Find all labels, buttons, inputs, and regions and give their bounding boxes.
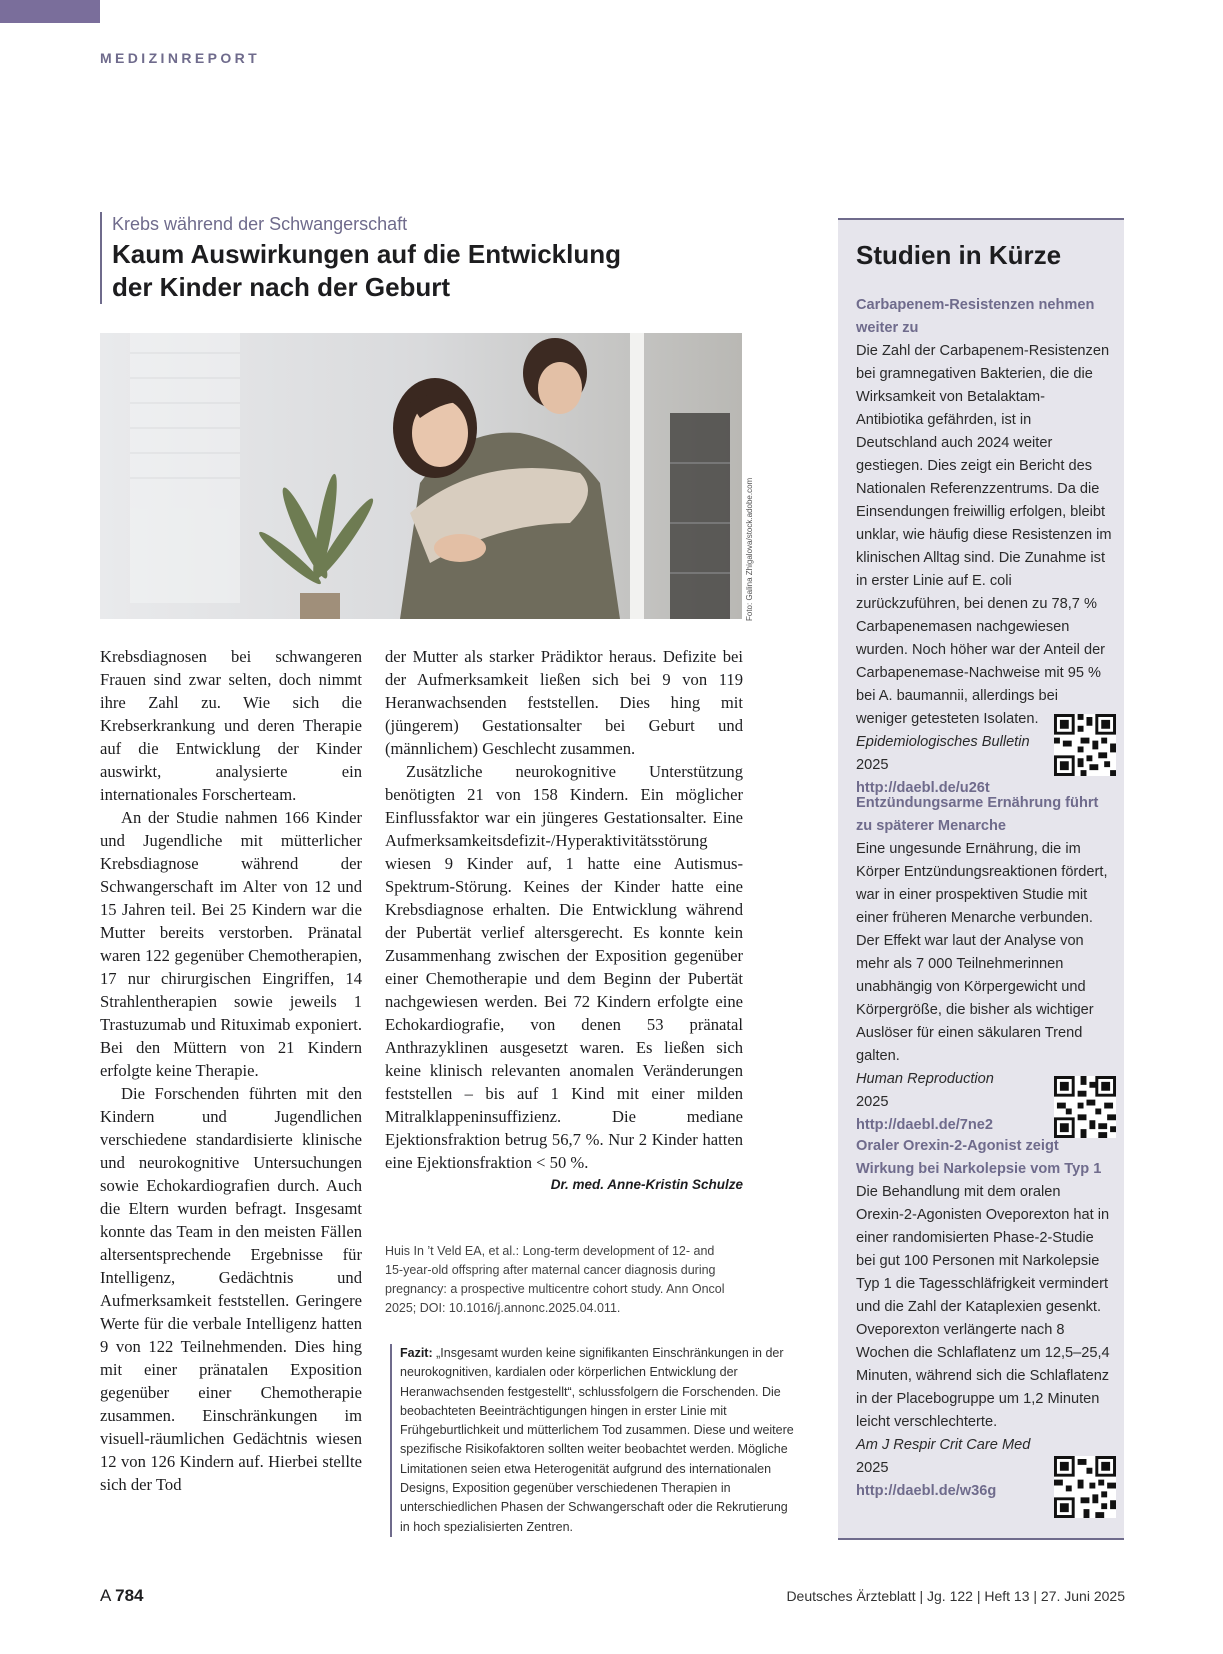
article-headline <box>112 238 672 304</box>
study-year: 2025 <box>856 1094 889 1110</box>
study-title: Entzündungsarme Ernährung führt zu späterer Menarche <box>856 795 1099 834</box>
photo-illustration <box>100 333 742 619</box>
page-prefix: A <box>100 1586 111 1605</box>
page-number <box>100 1586 144 1606</box>
studies-sidebar <box>838 218 1124 1540</box>
fazit-label: Fazit: <box>400 1346 433 1360</box>
article-photo <box>100 333 742 619</box>
study-text: Eine ungesunde Ernährung, die im Körper Entzündungsreaktionen fördert, war in einer prospektiven Studie mit einer früheren Menarche verbunden. Der Effekt war laut der Analyse von mehr als 7 000 Teilnehmerinnen unabhängig von Körpergewicht und Körpergröße, die bisher als wichtiger Auslöser für einen säkularen Trend galten. <box>856 841 1108 1064</box>
study-year: 2025 <box>856 1460 889 1476</box>
study-link[interactable]: http://daebl.de/7ne2 <box>856 1117 994 1133</box>
study-year: 2025 <box>856 757 889 773</box>
study-journal: Am J Respir Crit Care Med <box>856 1437 1031 1453</box>
body-paragraph: Zusätzliche neurokognitive Unterstützung benötigten 21 von 158 Kindern. Ein möglicher Einflussfaktor war ein jüngeres Gestationsalter. Eine Aufmerksamkeitsdefizit-/Hyperaktivitätsstörung wiesen 9 Kinder auf, 1 hatte eine Autismus-Spektrum-Störung. Keines der Kinder hatte eine Krebsdiagnose erhalten. Die Entwicklung während der Pubertät verlief altersgerecht. Es konnte kein Zusammenhang zwischen der Exposition gegenüber einer Chemotherapie und dem Beginn der Pubertät nachgewiesen werden. Bei 72 Kindern erfolgte eine Echokardiografie, von denen 53 pränatal Anthrazyklinen ausgesetzt waren. Es ließen sich keine klinisch relevanten anomalen Veränderungen feststellen – bis auf 1 Kind mit einer milden Mitralklappeninsuffizienz. Die mediane Ejektionsfraktion betrug 56,7 %. Nur 2 Kinder hatten eine Ejektionsfraktion < 50 %. <box>385 762 743 1172</box>
study-item-narkolepsie <box>856 1135 1112 1503</box>
journal-footer: Deutsches Ärzteblatt | Jg. 122 | Heft 13 | 27. Juni 2025 <box>786 1588 1125 1604</box>
headline-line-2: der Kinder nach der Geburt <box>112 272 451 302</box>
headline-line-1: Kaum Auswirkungen auf die Entwicklung <box>112 239 621 269</box>
body-paragraph: der Mutter als starker Prädiktor heraus. Defizite bei der Aufmerksamkeit ließen sich bei 9 von 119 Heranwachsenden feststellen. Dies hing mit (jüngerem) Gestationsalter bei Geburt und (männlichem) Geschlecht zusammen. <box>385 647 743 758</box>
fazit-box <box>390 1344 800 1537</box>
study-journal: Human Reproduction <box>856 1071 994 1087</box>
photo-credit-text: Foto: Galina Zhigalova/stock.adobe.com <box>745 477 754 621</box>
sidebar-title: Studien in Kürze <box>856 240 1062 270</box>
study-link[interactable]: http://daebl.de/u26t <box>856 780 990 796</box>
author-signature: Dr. med. Anne-Kristin Schulze <box>550 1177 743 1192</box>
article-column-left <box>100 645 362 1496</box>
qr-code-icon[interactable] <box>1054 1456 1116 1518</box>
body-paragraph: Die Forschenden führten mit den Kindern und Jugendlichen verschiedene standardisierte klinische und neurokognitive Untersuchungen sowie Echokardiografien durch. Auch die Eltern wurden befragt. Insgesamt konnte das Team in den meisten Fällen altersentsprechende Ergebnisse für Intelligenz, Gedächtnis und Aufmerksamkeit feststellen. Geringere Werte für die verbale Intelligenz hatten 9 von 122 Teilnehmenden. Dies hing mit einer pränatalen Exposition gegenüber einer Chemotherapie zusammen. Einschränkungen im visuell-räumlichen Gedächtnis wiesen 12 von 126 Kindern auf. Hierbei stellte sich der Tod <box>100 1084 362 1494</box>
fazit-text: „Insgesamt wurden keine signifikanten Einschränkungen in der neurokognitiven, kardialen oder körperlichen Entwicklung der Heranwachsenden festgestellt“, schlussfolgern die Forschenden. Die beobachteten Beeinträchtigungen hingen in erster Linie mit Frühgeburtlichkeit und mütterlichem Tod zusammen. Diese und weitere spezifische Risikofaktoren sollten weiter beobachtet werden. Mögliche Limitationen seien etwa Heterogenität aufgrund des internationalen Designs, Exposition gegenüber verschiedenen Therapien in unterschiedlichen Phasen der Schwangerschaft oder die Rekrutierung in hoch spezialisierten Zentren. <box>400 1346 794 1534</box>
qr-code-icon[interactable] <box>1054 1076 1116 1138</box>
body-paragraph: An der Studie nahmen 166 Kinder und Jugendliche mit mütterlicher Krebsdiagnose während der Schwangerschaft im Alter von 12 und 15 Jahren teil. Bei 25 Kindern war die Mutter bereits verstorben. Pränatal waren 122 gegenüber Chemotherapien, 17 nur chirurgischen Eingriffen, 14 Strahlentherapien sowie jeweils 1 Trastuzumab und Rituximab exponiert. Bei den Müttern von 21 Kindern erfolgte keine Therapie. <box>100 808 362 1080</box>
study-title: Carbapenem-Resistenzen nehmen weiter zu <box>856 297 1095 336</box>
section-label: MEDIZINREPORT <box>100 50 261 66</box>
article-kicker: Krebs während der Schwangerschaft <box>112 214 408 234</box>
study-title: Oraler Orexin-2-Agonist zeigt Wirkung bei Narkolepsie vom Typ 1 <box>856 1138 1102 1177</box>
reference-citation: Huis In ’t Veld EA, et al.: Long-term development of 12- and 15-year-old offspring after maternal cancer diagnosis during pregnancy: a prospective multicentre cohort study. Ann Oncol 2025; DOI: 10.1016/j.annonc.2025.04.011. <box>385 1244 725 1315</box>
body-paragraph: Krebsdiagnosen bei schwangeren Frauen sind zwar selten, doch nimmt ihre Zahl zu. Wie sich die Krebserkrankung und deren Therapie auf die Entwicklung der Kinder auswirkt, analysierte ein internationales Forscherteam. <box>100 647 362 804</box>
study-text: Die Behandlung mit dem oralen Orexin-2-Agonisten Oveporexton hat in einer randomisierten Phase-2-Studie bei gut 100 Personen mit Narkolepsie Typ 1 die Tagesschläfrigkeit vermindert und die Zahl der Kataplexien gesenkt. Oveporexton verlängerte nach 8 Wochen die Schlaflatenz um 12,5–25,4 Minuten, während sich die Schlaflatenz in der Placebogruppe um 1,2 Minuten leicht verschlechterte. <box>856 1184 1110 1430</box>
photo-credit <box>740 473 770 623</box>
study-link[interactable]: http://daebl.de/w36g <box>856 1483 997 1499</box>
page-number-value: 784 <box>115 1586 144 1605</box>
article-header <box>100 212 672 304</box>
corner-tab <box>0 0 100 23</box>
study-journal: Epidemiologisches Bulletin <box>856 734 1030 750</box>
study-text: Die Zahl der Carbapenem-Resistenzen bei gramnegativen Bakterien, die die Wirksamkeit von Betalaktam-Antibiotika gefährden, ist in Deutschland auch 2024 weiter gestiegen. Dies zeigt ein Bericht des Nationalen Referenzzentrums. Da die Einsendungen freiwillig erfolgen, bleibt unklar, wie häufig diese Resistenzen im klinischen Alltag sind. Die Zunahme ist in erster Linie auf E. coli zurückzuführen, bei denen zu 78,7 % Carbapenemasen nachgewiesen wurden. Noch höher war der Anteil der Carbapenemase-Nachweise mit 95 % bei A. baumannii, allerdings bei weniger getesteten Isolaten. <box>856 343 1112 727</box>
article-column-right <box>385 645 743 1196</box>
qr-code-icon[interactable] <box>1054 714 1116 776</box>
